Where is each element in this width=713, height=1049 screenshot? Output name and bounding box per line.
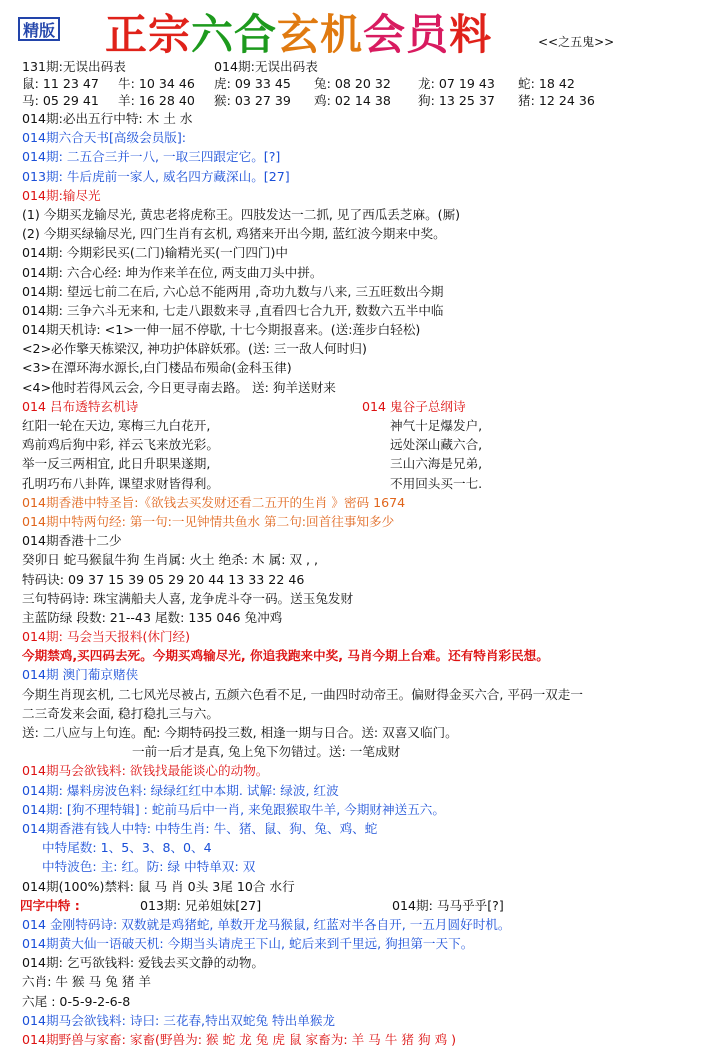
macau-gambler-heading: 014期 澳门葡京赌侠 [22, 667, 139, 683]
poem-titles-row [22, 397, 702, 416]
baoliao-line: 014期: 爆料房波色料: 绿绿红红中本期. 试解: 绿波, 红波 [22, 782, 339, 798]
wangyuan-line: 014期: 望远七前二在后, 六心总不能两用 ,奇功九数与八来, 三五旺数出今期 [22, 283, 444, 299]
caimin-line: 014期: 今期彩民买(二门)输精光买(一门四门)中 [22, 245, 289, 261]
main-content [22, 58, 702, 1049]
zodiac-cell: 鸡: 02 14 38 [314, 93, 391, 108]
main-blue-line: 主蓝防绿 段数: 21--43 尾数: 135 046 兔冲鸡 [22, 609, 283, 625]
guiguzi-poem-title: 014 鬼谷子总纲诗 [362, 398, 466, 414]
four-word-label: 四字中特 : [20, 897, 80, 913]
title-part-1: 正宗 [105, 10, 192, 59]
jingang-line: 014 金刚特码诗: 双数就是鸡猪蛇, 单数开龙马猴鼠, 红蓝对半各自开, 一五月圆好时机。 [22, 916, 511, 932]
guimao-line: 癸卯日 蛇马猴鼠牛狗 生肖属: 火土 绝杀: 木 属: 双 , , [22, 552, 319, 568]
five-elements-line: 014期:必出五行中特: 木 土 水 [22, 111, 193, 126]
three-verse-line: 三句特码诗: 珠宝满船夫人喜, 龙争虎斗夺一码。送玉兔发财 [22, 590, 354, 606]
shujinguang-1: (1) 今期买龙输尽光, 黄忠老将虎称王。四肢发达一二抓, 见了西瓜丢芝麻。(厮) [22, 206, 461, 222]
zodiac-cell: 龙: 07 19 43 [418, 76, 495, 91]
title-part-4: 会员 [363, 10, 450, 59]
hk-edict-line: 014期香港中特圣旨:《欲钱去买发财还看二五开的生肖 》密码 1674 [22, 494, 406, 510]
author-tag: <<之五鬼>> [538, 35, 615, 49]
poem-right-line: 神气十足爆发户, [390, 418, 483, 433]
gou-buli-line: 014期: [狗不理特辑] : 蛇前马后中一肖, 来兔跟猴取牛羊, 今期财神送五六。 [22, 801, 445, 817]
four-word-row [22, 896, 702, 915]
six-zodiac-line: 六肖: 牛 猴 马 兔 猪 羊 [22, 974, 152, 990]
zodiac-row-1 [22, 75, 702, 92]
shujinguang-2: (2) 今期买绿输尽光, 四门生肖有玄机, 鸡猪来开出今期, 蓝红波今期来中奖。 [22, 226, 446, 242]
zodiac-cell: 蛇: 18 42 [518, 76, 575, 91]
zodiac-title-left: 131期:无误出码表 [22, 59, 126, 74]
beggar-line: 014期: 乞丐欲钱料: 爱钱去买文静的动物。 [22, 955, 265, 971]
mahui-money-line: 014期马会欲钱料: 欲钱找最能谈心的动物。 [22, 763, 269, 779]
edition-badge: 精版 [18, 17, 60, 41]
huangdaxian-line: 014期黄大仙一语破天机: 今期当头请虎王下山, 蛇后来到千里远, 狗担第一天下。 [22, 936, 474, 952]
tianji-poem-2: <2>必作擎天栋梁汉, 神功护体辟妖邪。(送: 三一敌人何时归) [22, 341, 367, 357]
xinjing-line: 014期: 六合心经: 坤为作来羊在位, 两支曲刀头中拼。 [22, 264, 323, 280]
page-title [105, 2, 492, 62]
poem-right-line: 三山六海是兄弟, [390, 456, 483, 472]
tianshu-heading: 014期六合天书[高级会员版]: [22, 130, 187, 146]
title-part-3: 玄机 [277, 10, 364, 59]
tail-numbers-line: 中特尾数: 1、5、3、8、0、4 [42, 840, 212, 856]
zodiac-table-title-row [22, 58, 702, 75]
tianshu-013: 013期: 牛后虎前一家人, 威名四方藏深山。[27] [22, 168, 290, 184]
zodiac-cell: 虎: 09 33 45 [214, 76, 291, 91]
zodiac-cell: 猴: 03 27 39 [214, 93, 291, 108]
two-sentence-line: 014期中特两句经: 第一句:一见钟情共鱼水 第二句:回首往事知多少 [22, 513, 395, 529]
sanzheng-line: 014期: 三争六斗无来和, 七走八跟数来寻 ,直看四七合九开, 数数六五半中临 [22, 302, 444, 318]
zodiac-cell: 马: 05 29 41 [22, 93, 99, 108]
hk-twelve-heading: 014期香港十二少 [22, 533, 122, 549]
zodiac-cell: 鼠: 11 23 47 [22, 76, 99, 91]
beast-livestock-line: 014期野兽与家畜: 家畜(野兽为: 猴 蛇 龙 兔 虎 鼠 家畜为: 羊 马 牛 猪 狗 鸡 ) [22, 1032, 457, 1047]
rich-man-line: 014期香港有钱人中特: 中特生肖: 牛、猪、鼠、狗、兔、鸡、蛇 [22, 820, 378, 836]
zodiac-cell: 狗: 13 25 37 [418, 93, 495, 108]
poem-left-line: 举一反三两相宜, 此日升职果遂期, [22, 456, 211, 472]
lvbu-poem-title: 014 吕布透特玄机诗 [22, 398, 139, 414]
shujinguang-heading: 014期:输尽光 [22, 187, 101, 203]
header [0, 0, 713, 59]
forbidden-line: 014期(100%)禁料: 鼠 马 肖 0头 3尾 10合 水行 [22, 878, 295, 894]
jinji-line: 今期禁鸡,买四码去死。今期买鸡输尽光, 你追我跑来中奖, 马肖今期上台难。还有特肖彩民想。 [22, 648, 549, 664]
four-word-013: 013期: 兄弟姐妹[27] [140, 897, 262, 913]
macau-line-1: 今期生肖现玄机, 二七风光尽被占, 五颜六色看不足, 一曲四时动帝王。偏财得金买六合, 平码一双走一 [22, 686, 583, 702]
poem-row [22, 435, 702, 454]
tianshu-014: 014期: 二五合三并一八, 一取三四跟定它。[?] [22, 149, 281, 165]
poem-row [22, 474, 702, 493]
six-tail-line: 六尾 : 0-5-9-2-6-8 [22, 993, 131, 1009]
poem-right-line: 不用回头买一七. [390, 475, 483, 491]
tema-jue-line: 特码诀: 09 37 15 39 05 29 20 44 13 33 22 46 [22, 571, 305, 587]
poem-row [22, 454, 702, 473]
tianji-poem-4: <4>他时若得风云会, 今日更寻南去路。 送: 狗羊送财来 [22, 379, 336, 395]
poem-row [22, 416, 702, 435]
title-part-2: 六合 [191, 10, 278, 59]
poem-left-line: 红阳一轮在天边, 寒梅三九白花开, [22, 418, 211, 433]
tianji-poem-1: 014期天机诗: <1>一伸一屈不停歇, 十七今期报喜来。(送:莲步白轻松) [22, 322, 421, 338]
zodiac-title-right: 014期:无误出码表 [214, 59, 318, 74]
mahui-poem-line: 014期马会欲钱料: 诗曰: 三花春,特出双蛇兔 特出单猴龙 [22, 1012, 336, 1028]
macau-line-2: 二三奇发来会面, 稳打稳扎三与六。 [22, 705, 219, 721]
mahui-report-heading: 014期: 马会当天报料(休门经) [22, 629, 191, 645]
title-part-5: 料 [449, 10, 493, 59]
poem-right-line: 远处深山藏六合, [390, 437, 483, 453]
wave-color-line: 中特波色: 主: 红。防: 绿 中特单双: 双 [42, 859, 256, 875]
zodiac-cell: 兔: 08 20 32 [314, 76, 391, 91]
zodiac-cell: 羊: 16 28 40 [118, 93, 195, 108]
four-word-014: 014期: 马马乎乎[?] [392, 897, 504, 913]
zodiac-cell: 猪: 12 24 36 [518, 93, 595, 108]
tianji-poem-3: <3>在潭环海水源长,白门楼品布殒命(金科玉律) [22, 360, 292, 376]
poem-left-line: 鸡前鸡后狗中彩, 祥云飞来放光彩。 [22, 437, 219, 453]
macau-line-3: 送: 二八应与上句连。配: 今期特码投三数, 相逢一期与日合。送: 双喜又临门。 [22, 725, 458, 740]
poem-left-line: 孔明巧布八卦阵, 课望求财皆得利。 [22, 475, 219, 491]
macau-line-4: 一前一后才是真, 兔上兔下勿错过。送: 一笔成财 [132, 744, 401, 760]
zodiac-row-2 [22, 92, 702, 109]
zodiac-cell: 牛: 10 34 46 [118, 76, 195, 91]
